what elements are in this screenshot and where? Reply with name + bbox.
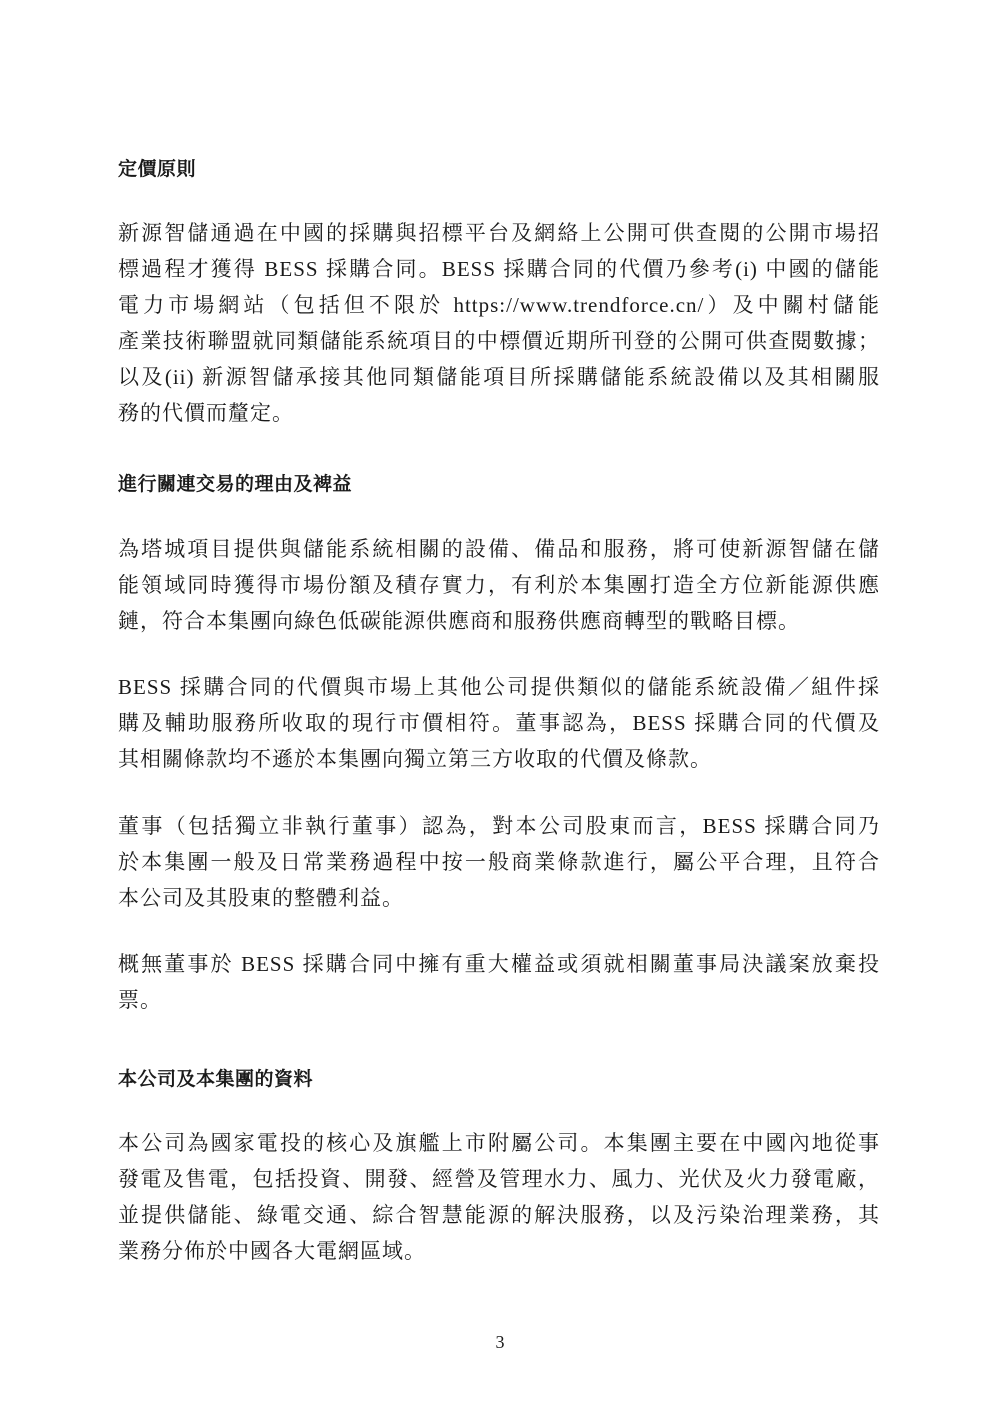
paragraph-line: 鏈，符合本集團向綠色低碳能源供應商和服務供應商轉型的戰略目標。 [118,609,800,633]
paragraph-line: 標過程才獲得 BESS 採購合同。BESS 採購合同的代價乃參考(i) 中國的儲能 [118,257,880,281]
paragraph-line: 本公司為國家電投的核心及旗艦上市附屬公司。本集團主要在中國內地從事 [118,1131,880,1155]
paragraph-line: 新源智儲通過在中國的採購與招標平台及網絡上公開可供查閱的公開市場招 [118,221,880,245]
section-heading: 定價原則 [118,158,197,180]
paragraph-line: 產業技術聯盟就同類儲能系統項目的中標價近期所刊登的公開可供查閱數據； [118,329,880,353]
paragraph-line: 票。 [118,988,162,1012]
paragraph-line: 概無董事於 BESS 採購合同中擁有重大權益或須就相關董事局決議案放棄投 [118,952,880,976]
paragraph-line: 董事（包括獨立非執行董事）認為，對本公司股東而言，BESS 採購合同乃 [118,814,880,838]
paragraph-line: 為塔城項目提供與儲能系統相關的設備、備品和服務，將可使新源智儲在儲 [118,537,880,561]
paragraph-line: 以及(ii) 新源智儲承接其他同類儲能項目所採購儲能系統設備以及其相關服 [118,365,880,389]
paragraph-line: 發電及售電，包括投資、開發、經營及管理水力、風力、光伏及火力發電廠， [118,1167,880,1191]
paragraph-line: 本公司及其股東的整體利益。 [118,886,404,910]
paragraph-line: 業務分佈於中國各大電網區域。 [118,1239,426,1263]
paragraph-line: 於本集團一般及日常業務過程中按一般商業條款進行，屬公平合理，且符合 [118,850,880,874]
paragraph-line: 能領域同時獲得市場份額及積存實力，有利於本集團打造全方位新能源供應 [118,573,880,597]
paragraph-line: 電力市場網站（包括但不限於 https://www.trendforce.cn/）及中關村儲能 [118,293,880,317]
paragraph-line: 務的代價而釐定。 [118,401,294,425]
paragraph-line: 其相關條款均不遜於本集團向獨立第三方收取的代價及條款。 [118,747,712,771]
paragraph-line: 並提供儲能、綠電交通、綜合智慧能源的解決服務，以及污染治理業務，其 [118,1203,880,1227]
page-number: 3 [495,1332,505,1352]
section-heading: 本公司及本集團的資料 [118,1068,314,1090]
section-heading: 進行關連交易的理由及裨益 [118,473,353,495]
paragraph-line: BESS 採購合同的代價與市場上其他公司提供類似的儲能系統設備／組件採 [118,675,880,699]
paragraph-line: 購及輔助服務所收取的現行市價相符。董事認為，BESS 採購合同的代價及 [118,711,880,735]
